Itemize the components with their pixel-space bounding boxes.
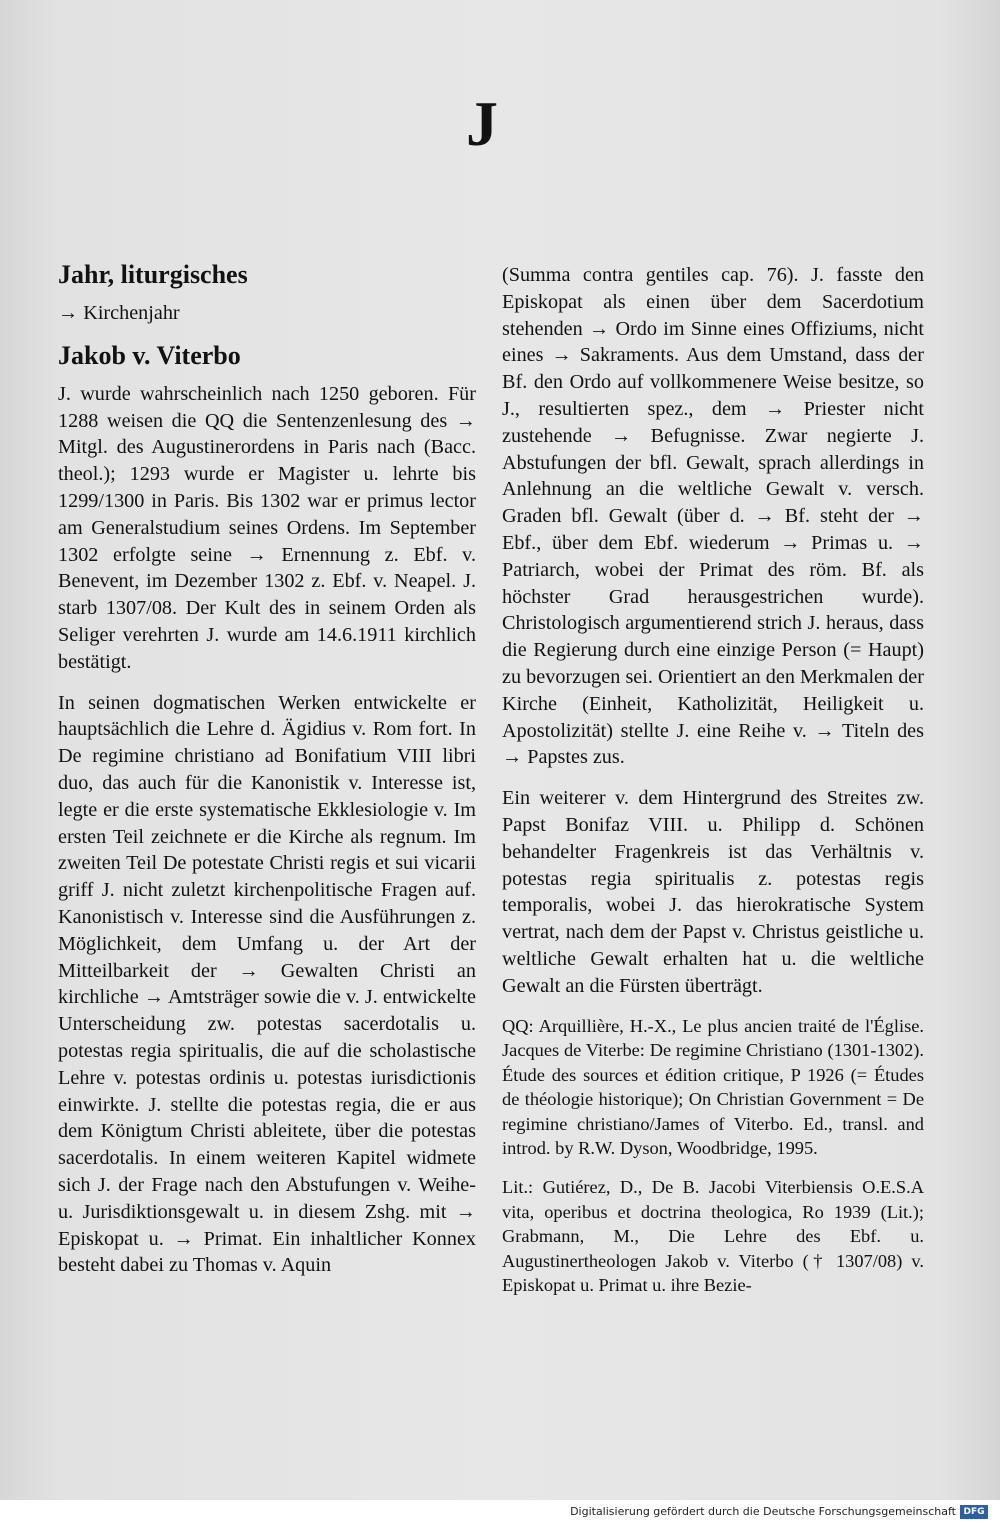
body-paragraph: (Summa contra gentiles cap. 76). J. fasste den Episkopat als einen über dem Sacerdotium stehenden → Ordo im Sinne eines Offiziums, nicht eines → Sakraments. Aus dem Umstand, dass der Bf. den Ordo auf vollkommenere Weise besitze, so J., resultierten spez., dem → Priester nicht zustehende → Befugnisse. Zwar negierte J. Abstufungen der bfl. Gewalt, sprach allerdings in Anlehnung an die weltliche Gewalt v. versch. Graden bfl. Gewalt (über d. → Bf. steht der → Ebf., über dem Ebf. wiederum → Primas u. → Patriarch, wobei der Primat des röm. Bf. als höchster Grad herausgestrichen wurde). Christologisch argumentierend strich J. heraus, dass die Regierung durch eine einzige Person (= Haupt) zu bevorzugen sei. Orientiert an den Merkmalen der Kirche (Einheit, Katholizität, Heiligkeit u. Apostolizität) stellte J. eine Reihe v. → Titeln des → Papstes zus. (502, 264, 924, 769)
literature-lit: Lit.: Gutiérez, D., De B. Jacobi Viterbiensis O.E.S.A vita, operibus et doctrina theologica, Ro 1939 (Lit.); Grabmann, M., Die Lehre des Ebf. u. Augustinertheologen Jakob v. Viterbo († 1307/08) v. Episkopat u. Primat u. ihre Bezie- (502, 1177, 924, 1296)
funding-notice: Digitalisierung gefördert durch die Deutsche Forschungsgemeinschaft (570, 1505, 956, 1518)
entry-heading-jakob: Jakob v. Viterbo (58, 340, 241, 370)
dfg-logo: DFG (960, 1505, 988, 1519)
cross-reference: → Kirchenjahr (58, 302, 180, 324)
body-paragraph: J. wurde wahrscheinlich nach 1250 geboren. Für 1288 weisen die QQ die Sentenzenlesung des → Mitgl. des Augustinerordens in Paris nach (Bacc. theol.); 1293 wurde er Magister u. lehrte bis 1299/1300 in Paris. Bis 1302 war er primus lector am Generalstudium seines Ordens. Im September 1302 erfolgte seine → Ernennung z. Ebf. v. Benevent, im Dezember 1302 z. Ebf. v. Neapel. J. starb 1307/08. Der Kult des in seinem Orden als Seliger verehrten J. wurde am 14.6.1911 kirchlich bestätigt. (58, 382, 476, 673)
body-paragraph: In seinen dogmatischen Werken entwickelte er hauptsächlich die Lehre d. Ägidius v. Rom fort. In De regimine christiano ad Bonifatium VIII libri duo, das auch für die Kanonistik v. Interesse ist, legte er die erste systematische Ekklesiologie v. Im ersten Teil zeichnete er die Kirche als regnum. Im zweiten Teil De potestate Christi regis et sui vicarii griff J. nicht zuletzt kirchenpolitische Fragen auf. Kanonistisch v. Interesse sind die Ausführungen z. Möglichkeit, dem Umfang u. der Art der Mitteilbarkeit der → Gewalten Christi an kirchliche → Amtsträger sowie die v. J. entwickelte Unterscheidung zw. potestas sacerdotalis u. potestas regia spiritualis, die auf die scholastische Lehre v. potestas ordinis u. potestas iurisdictionis einwirkte. J. stellte die potestas regia, die er aus dem Königtum Christi ableitete, über die potestas sacerdotalis. In einem weiteren Kapitel widmete sich J. der Frage nach den Abstufungen v. Weihe- u. Jurisdiktionsgewalt u. in diesem Zshg. mit → Episkopat u. → Primat. Ein inhaltlicher Konnex besteht dabei zu Thomas v. Aquin (58, 691, 476, 1277)
sources-qq: QQ: Arquillière, H.-X., Le plus ancien traité de l'Église. Jacques de Viterbe: De regimine Christiano (1301-1302). Étude des sources et édition critique, P 1926 (= Études de théologie historique); On Christian Government = De regimine christiano/James of Viterbo. Ed., transl. and introd. by R.W. Dyson, Woodbridge, 1995. (502, 1015, 924, 1159)
right-column (502, 262, 924, 1312)
footer-bar (0, 1500, 1000, 1525)
entry-heading-jahr: Jahr, liturgisches (58, 260, 248, 289)
left-column (58, 258, 476, 1293)
body-paragraph: Ein weiterer v. dem Hintergrund des Streites zw. Papst Bonifaz VIII. u. Philipp d. Schönen behandelter Fragenkreis ist das Verhältnis v. potestas regia spiritualis z. potestas regis temporalis, wobei J. das hierokratische System vertrat, nach dem der Papst v. Christus geistliche u. weltliche Gewalt erhalten hat u. die weltliche Gewalt an die Fürsten überträgt. (502, 787, 924, 997)
section-letter: J (466, 88, 498, 159)
